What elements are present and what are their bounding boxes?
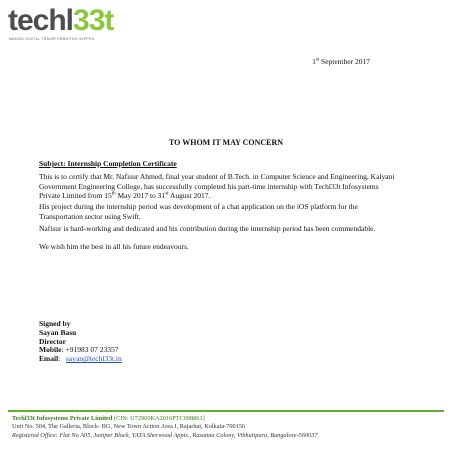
footer-company: Techl33t Infosystems Private Limited xyxy=(12,415,113,422)
email-row xyxy=(39,355,122,364)
footer-company-line xyxy=(12,415,318,423)
letter-date xyxy=(312,57,370,66)
letter-subject: Subject: Internship Completion Certificate xyxy=(39,159,177,168)
logo-tagline: MAKING DIGITAL TRANSFORMATION HAPPEN xyxy=(9,37,95,41)
p1-text-1: This is to certify that Mr. Nafisur Ahmed, final year student of B.Tech. in Computer Science and Engineering, Kalyani Government Engineering College, has successfully completed his part-time internship with Techl33t Infosystems Private Limited from 15 xyxy=(39,172,395,200)
logo-wordmark-accent: 33t xyxy=(73,4,114,37)
date-day: 1 xyxy=(312,57,316,66)
signatory-title: Director xyxy=(39,336,66,346)
date-suffix: st xyxy=(315,57,320,63)
footer-registered-office: Registered Office: Flat No A05, Juniper Block, YATA Sherwood Appts., Rasanna Colony, Vibhutipura, Bangalore-560037 xyxy=(12,431,318,439)
paragraph-wishes: We wish him the best in all his future endeavours. xyxy=(39,242,189,251)
footer xyxy=(12,415,318,440)
signature-block xyxy=(39,320,122,364)
p1-sup-2: st xyxy=(165,191,169,197)
footer-unit-address: Unit No. 504, The Galleria, Block- BG, New Town Action Area I, Rajarhat, Kolkata-700156 xyxy=(12,423,246,431)
email-label: Email xyxy=(39,354,59,364)
company-logo xyxy=(8,4,128,44)
date-month-year: September 2017 xyxy=(319,57,370,66)
p1-text-2: May 2017 to 31 xyxy=(115,191,166,200)
footer-divider xyxy=(8,410,444,412)
footer-cin: [CIN: U72900KA2016PTC098861] xyxy=(112,415,205,422)
letter-heading: TO WHOM IT MAY CONCERN xyxy=(168,138,284,147)
mobile-value: : +91983 07 23357 xyxy=(61,345,119,355)
logo-wordmark xyxy=(8,4,113,38)
p1-text-3: August 2017. xyxy=(168,191,211,200)
p1-sup-1: th xyxy=(111,191,116,197)
logo-wordmark-main: techl xyxy=(8,4,74,37)
paragraph-commendation: Nafisur is hard-working and dedicated and his contribution during the internship period has been commendable. xyxy=(39,224,376,233)
signatory-name: Sayan Basu xyxy=(39,327,77,337)
mobile-label: Mobile xyxy=(39,345,62,355)
paragraph-certification xyxy=(39,172,401,201)
paragraph-project: His project during the internship period was development of a chat application on the iOS platform for the Transportation sector using Swift. xyxy=(39,202,358,221)
email-link[interactable]: sayan@techl33t.in xyxy=(65,354,122,364)
signed-by-label: Signed by xyxy=(39,319,71,328)
email-separator: : xyxy=(58,354,61,364)
